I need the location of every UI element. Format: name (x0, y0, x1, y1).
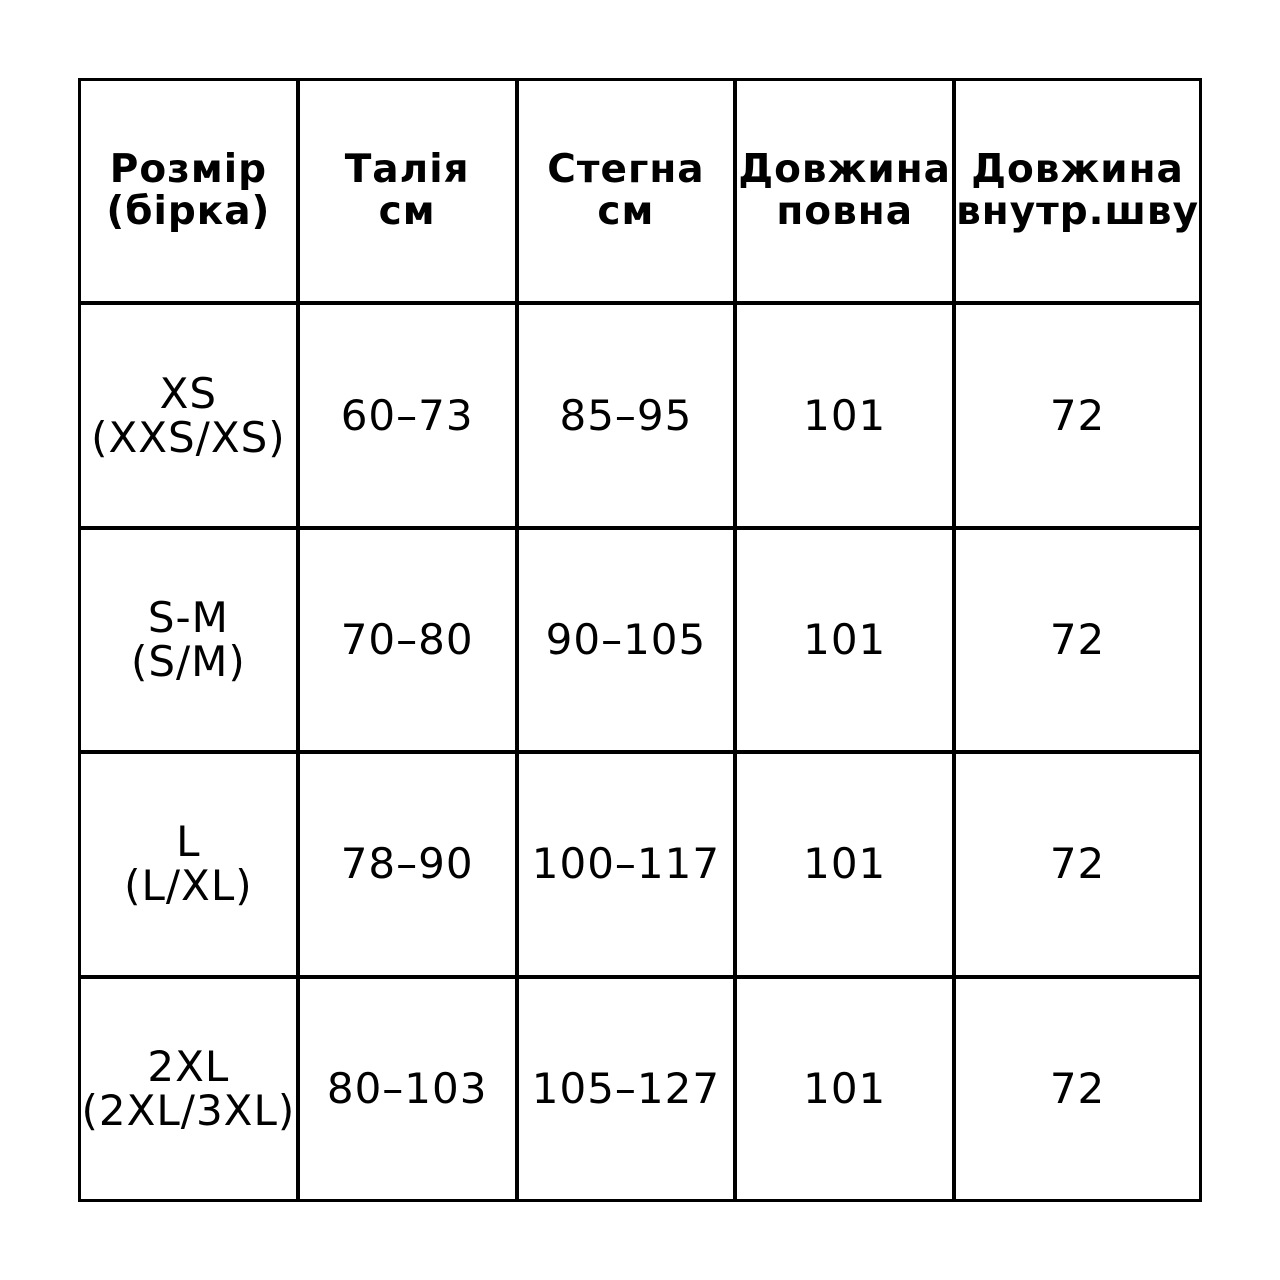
row-4-size-line-1: 2XL (147, 1041, 230, 1091)
row-2-waist-value: 70–80 (340, 614, 474, 664)
row-2-inseam (956, 530, 1199, 750)
header-cell-size (81, 81, 296, 301)
row-2-hips-value: 90–105 (545, 614, 707, 664)
row-2-waist (300, 530, 515, 750)
header-hips-line-1: Стегна (547, 147, 705, 193)
header-full-length-line-2: повна (776, 189, 914, 235)
row-2-full-length (737, 530, 952, 750)
row-4-size (81, 979, 296, 1199)
row-4-hips (519, 979, 734, 1199)
header-inseam-line-1: Довжина (971, 147, 1184, 193)
header-full-length-line-1: Довжина (738, 147, 951, 193)
row-3-hips (519, 754, 734, 974)
row-1-hips (519, 305, 734, 525)
row-4-waist (300, 979, 515, 1199)
row-3-waist-value: 78–90 (340, 839, 474, 889)
header-cell-full-length (737, 81, 952, 301)
row-1-size-line-1: XS (159, 368, 218, 418)
row-4-inseam-value: 72 (1049, 1063, 1106, 1113)
header-hips-line-2: см (597, 189, 655, 235)
header-cell-hips (519, 81, 734, 301)
header-cell-waist (300, 81, 515, 301)
row-1-inseam (956, 305, 1199, 525)
row-2-full-length-value: 101 (803, 614, 887, 664)
row-1-size-line-2: (XXS/XS) (91, 412, 286, 462)
row-3-inseam-value: 72 (1049, 839, 1106, 889)
header-size-line-2: (бірка) (106, 189, 271, 235)
row-3-waist (300, 754, 515, 974)
row-2-size-line-1: S-M (147, 592, 229, 642)
row-2-size-line-2: (S/M) (130, 636, 246, 686)
row-1-size (81, 305, 296, 525)
row-3-size-line-1: L (176, 817, 201, 867)
row-3-hips-value: 100–117 (531, 839, 721, 889)
row-1-waist (300, 305, 515, 525)
row-4-hips-value: 105–127 (531, 1063, 721, 1113)
row-3-full-length-value: 101 (803, 839, 887, 889)
header-cell-inseam (956, 81, 1199, 301)
header-size-line-1: Розмір (109, 147, 267, 193)
row-4-waist-value: 80–103 (326, 1063, 488, 1113)
row-4-size-line-2: (2XL/3XL) (81, 1085, 296, 1135)
header-inseam-line-2: внутр.шву (956, 189, 1199, 235)
row-3-size (81, 754, 296, 974)
row-1-full-length-value: 101 (803, 390, 887, 440)
size-chart-table (78, 78, 1202, 1202)
row-3-size-line-2: (L/XL) (124, 861, 253, 911)
header-waist-line-1: Талія (344, 147, 470, 193)
row-2-hips (519, 530, 734, 750)
row-3-inseam (956, 754, 1199, 974)
row-3-full-length (737, 754, 952, 974)
row-1-hips-value: 85–95 (559, 390, 693, 440)
row-1-full-length (737, 305, 952, 525)
header-waist-line-2: см (378, 189, 436, 235)
row-1-waist-value: 60–73 (340, 390, 474, 440)
row-1-inseam-value: 72 (1049, 390, 1106, 440)
row-4-full-length-value: 101 (803, 1063, 887, 1113)
row-2-inseam-value: 72 (1049, 614, 1106, 664)
row-2-size (81, 530, 296, 750)
row-4-full-length (737, 979, 952, 1199)
row-4-inseam (956, 979, 1199, 1199)
